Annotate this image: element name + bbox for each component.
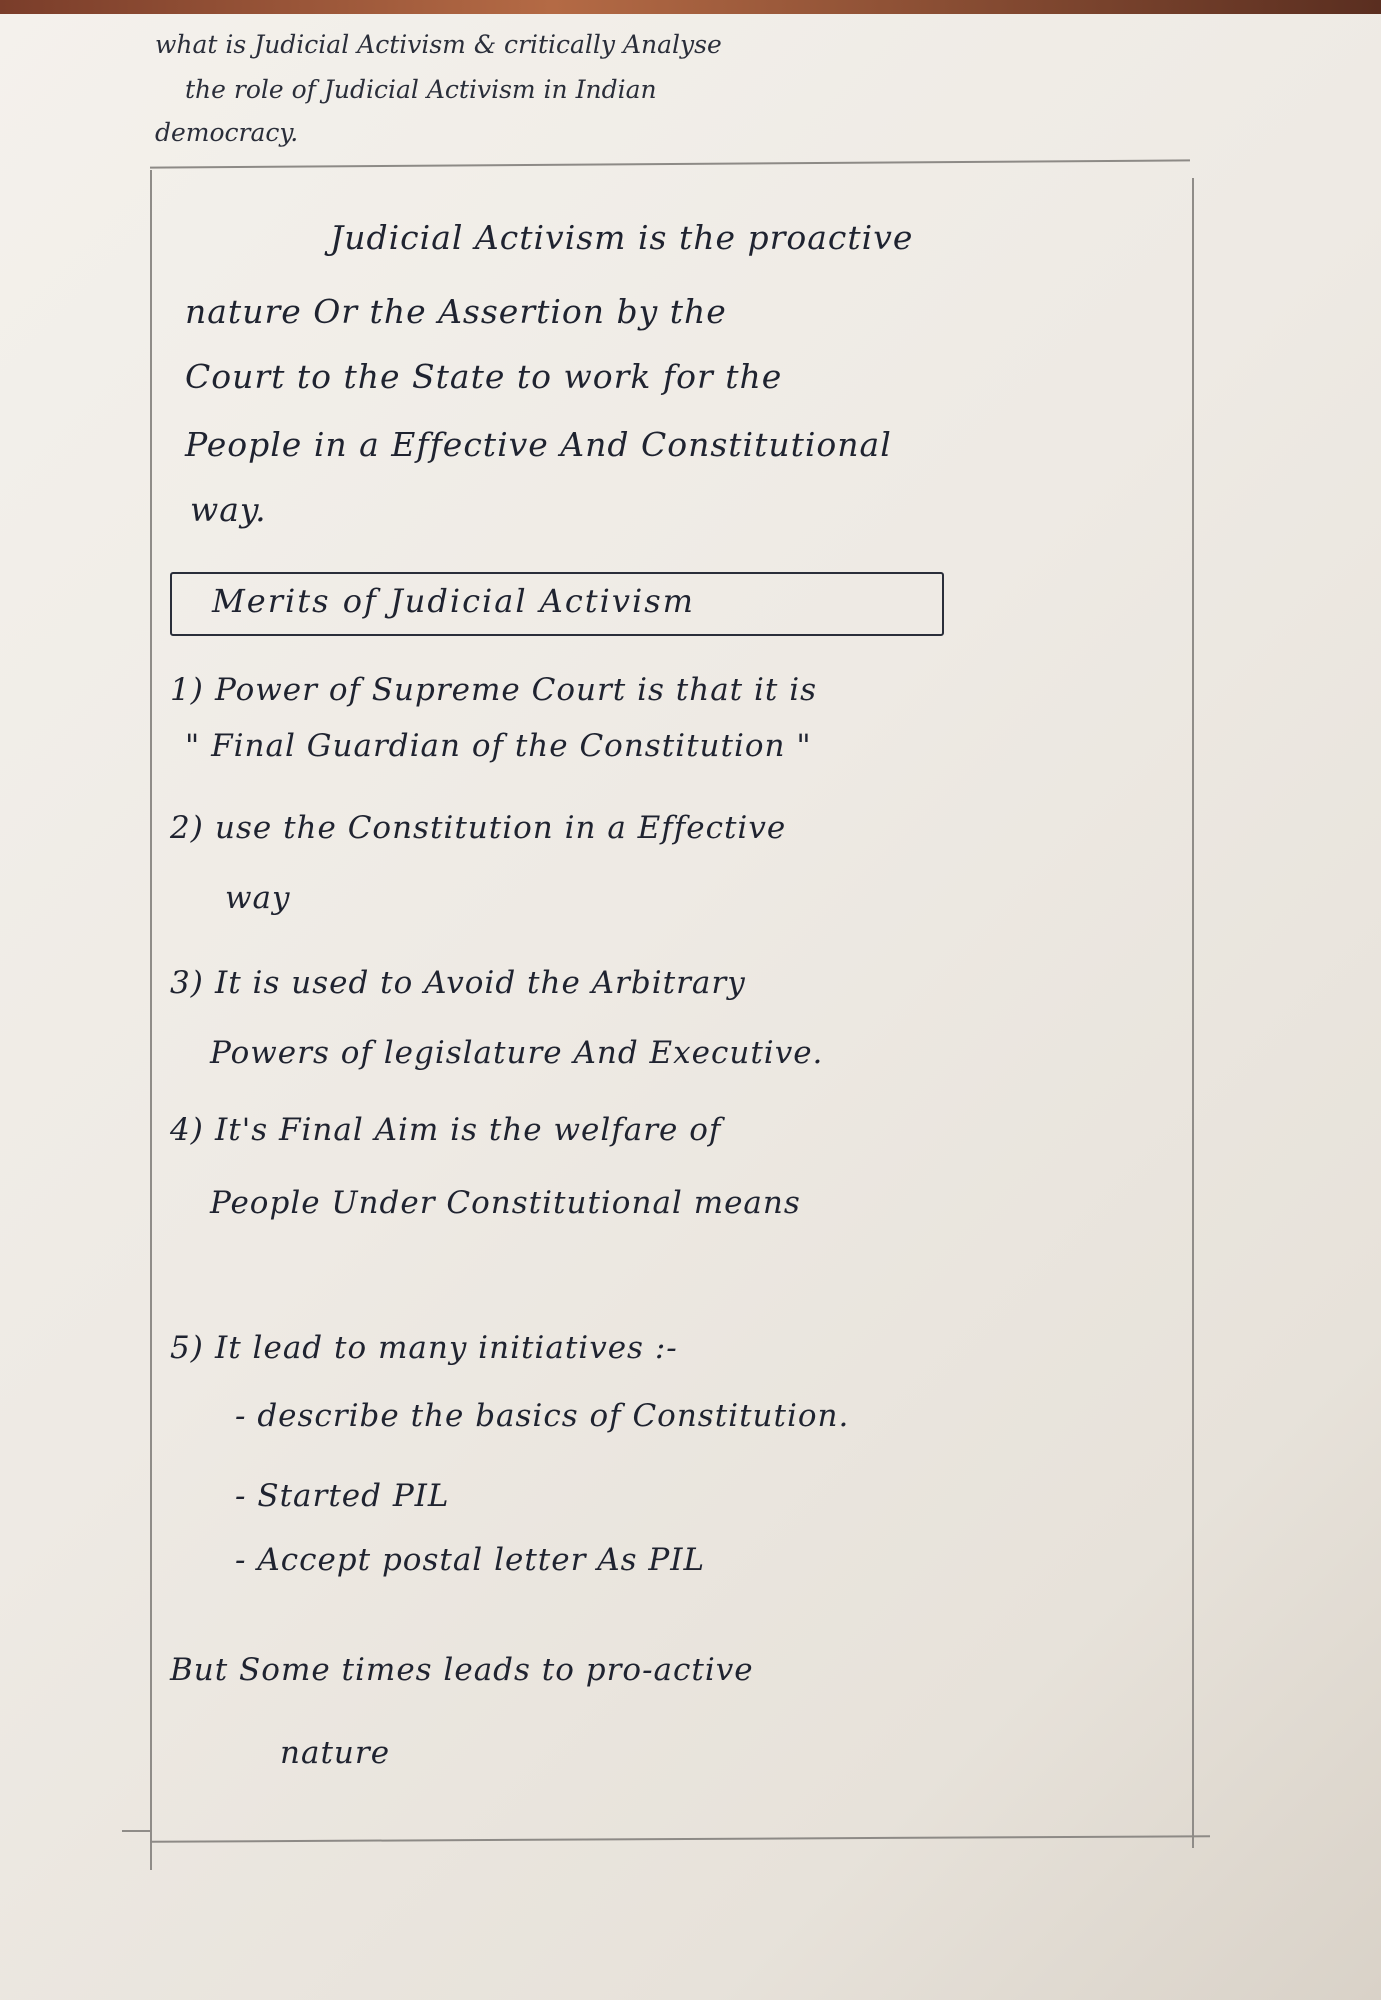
point-1-number: 1) bbox=[170, 672, 204, 708]
point-1-line-1: Power of Supreme Court is that it is bbox=[215, 672, 818, 708]
subpoint-3: - Accept postal letter As PIL bbox=[235, 1542, 706, 1578]
point-3-line-2: Powers of legislature And Executive. bbox=[210, 1035, 824, 1071]
merits-heading-box bbox=[170, 572, 944, 636]
left-margin-line bbox=[150, 170, 152, 1870]
subpoint-2: - Started PIL bbox=[235, 1478, 450, 1514]
conclusion-line-2: nature bbox=[280, 1735, 391, 1771]
point-5-line-1: It lead to many initiatives :- bbox=[215, 1330, 678, 1366]
point-5-number: 5) bbox=[170, 1330, 204, 1366]
point-3-line-1: It is used to Avoid the Arbitrary bbox=[215, 965, 746, 1001]
margin-tick bbox=[122, 1830, 152, 1832]
point-1-line-2: " Final Guardian of the Constitution " bbox=[185, 728, 812, 764]
point-2-line-2: way bbox=[225, 880, 291, 916]
subpoint-1: - describe the basics of Constitution. bbox=[235, 1398, 850, 1434]
point-4-line-2: People Under Constitutional means bbox=[210, 1185, 801, 1221]
point-2-number: 2) bbox=[170, 810, 204, 846]
question-line-2: the role of Judicial Activism in Indian bbox=[185, 75, 657, 104]
merits-heading: Merits of Judicial Activism bbox=[212, 582, 695, 620]
point-4-number: 4) bbox=[170, 1112, 204, 1148]
definition-line-3: Court to the State to work for the bbox=[185, 357, 783, 396]
page-top-edge bbox=[0, 0, 1381, 14]
definition-line-4: People in a Effective And Constitutional bbox=[185, 425, 892, 464]
bottom-rule bbox=[150, 1835, 1210, 1843]
conclusion-line-1: But Some times leads to pro-active bbox=[170, 1652, 754, 1688]
point-2-line-1: use the Constitution in a Effective bbox=[215, 810, 787, 846]
definition-line-5: way. bbox=[190, 490, 267, 529]
question-line-3: democracy. bbox=[155, 118, 299, 147]
right-margin-line bbox=[1192, 178, 1194, 1848]
point-3-number: 3) bbox=[170, 965, 204, 1001]
definition-line-1: Judicial Activism is the proactive bbox=[330, 218, 914, 257]
question-line-1: what is Judicial Activism & critically Analyse bbox=[155, 30, 722, 59]
top-rule bbox=[150, 159, 1190, 168]
definition-line-2: nature Or the Assertion by the bbox=[185, 292, 727, 331]
point-4-line-1: It's Final Aim is the welfare of bbox=[215, 1112, 722, 1148]
